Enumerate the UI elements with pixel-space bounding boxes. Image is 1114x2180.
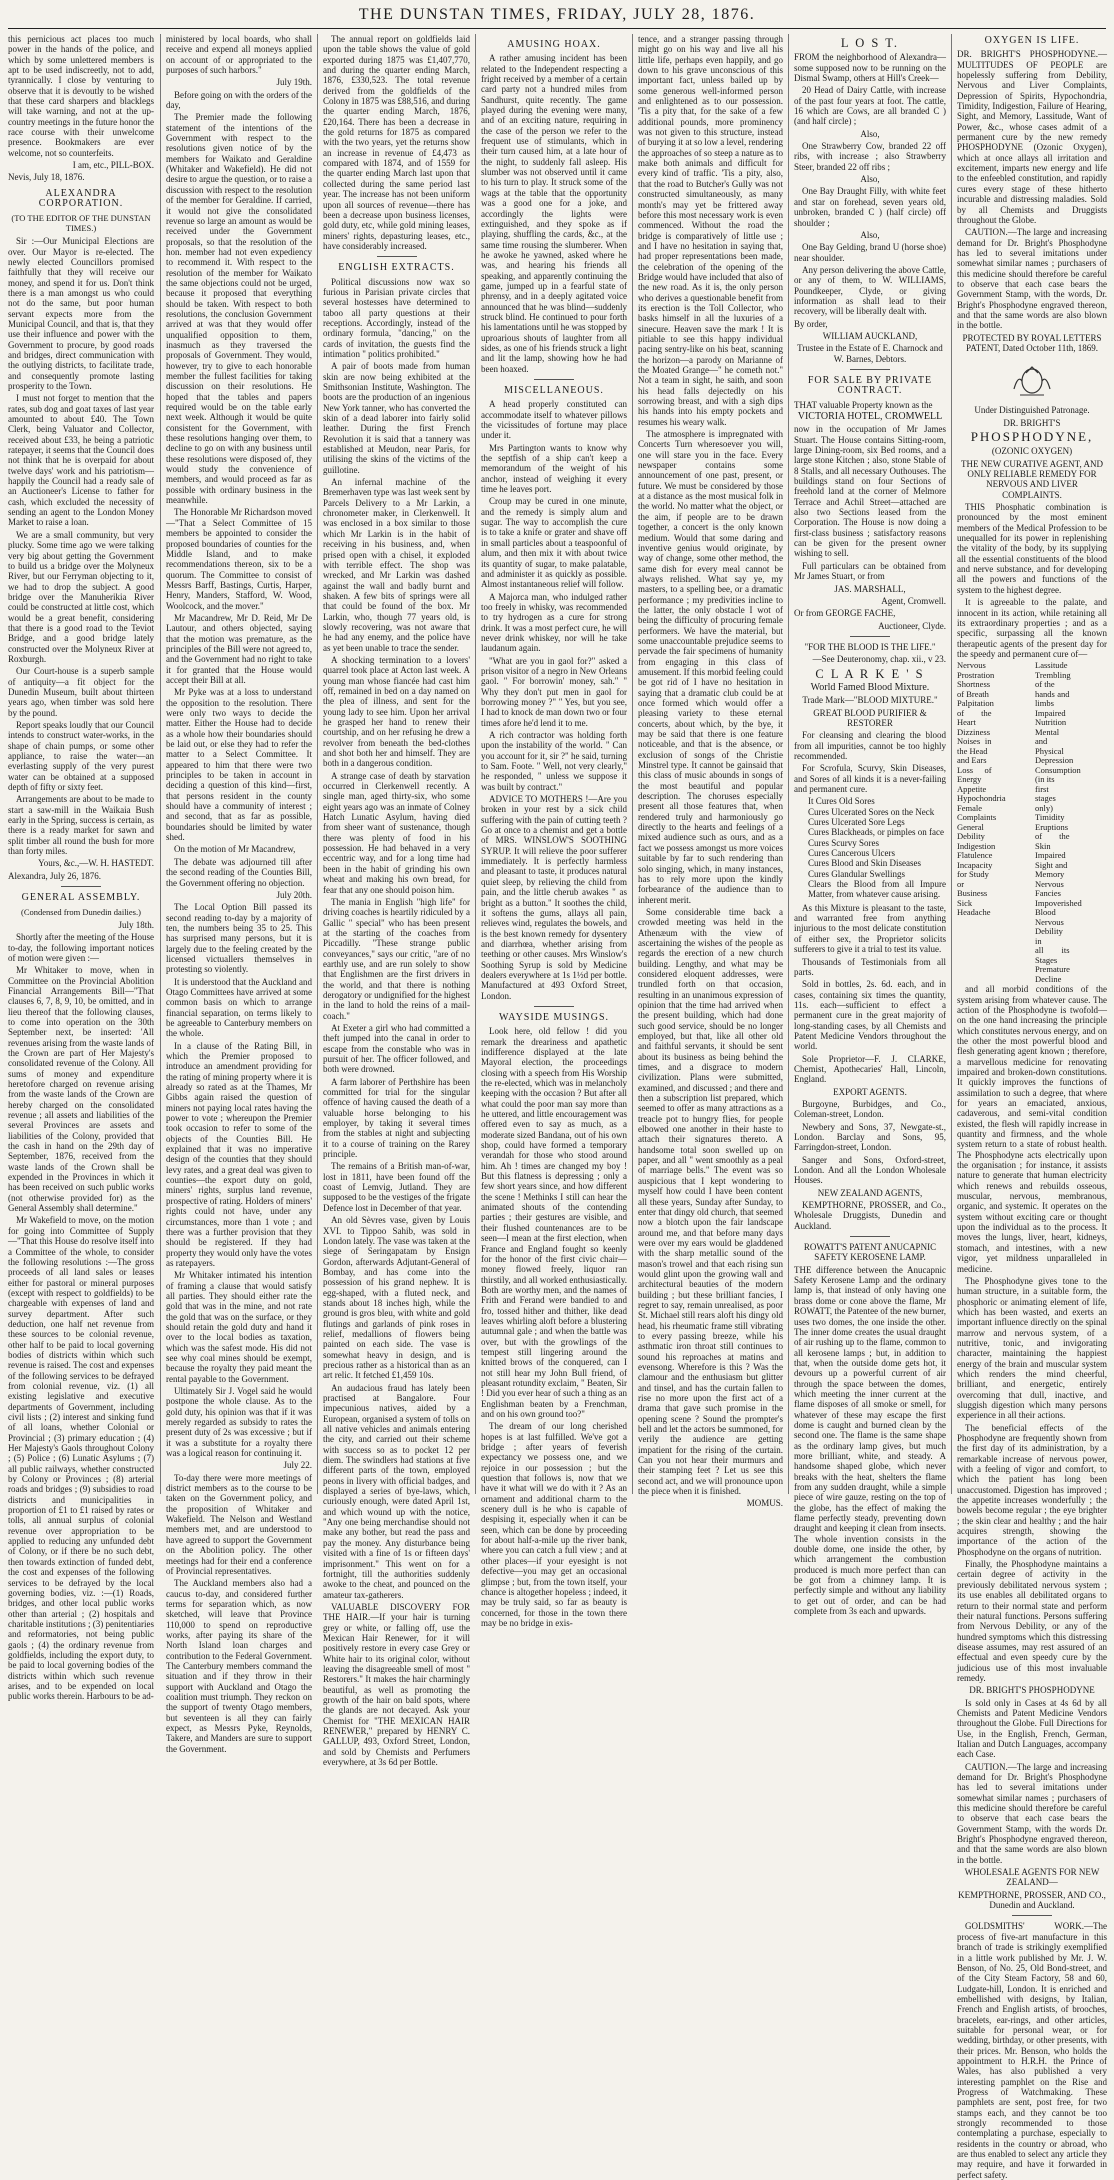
column-rule [475, 34, 476, 1494]
advert-subheading: WHOLESALE AGENTS FOR NEW ZEALAND— [964, 1867, 1100, 1888]
article-subheading: (TO THE EDITOR OF THE DUNSTAN TIMES.) [11, 212, 151, 233]
advert-also: Also, [860, 229, 880, 240]
advert-paragraph: As this Mixture is pleasant to the taste, and warranted free from anything injurious to the most delicate constitution of either sex, the Proprietor solicits sufferers to give it a trial to test its value. [794, 902, 946, 955]
section-divider [534, 1006, 574, 1007]
list-item: Nervous Debility in [1035, 916, 1064, 946]
advert-caution: CAUTION.—The large and increasing demand for Dr. Bright's Phosphodyne has led to several imitations under somewhat similar names ; purchasers of this medicine should therefore be careful to observe that each case bears the Government Stamp, with the words, Dr. Bright's Phosphodyne engraved thereon, and that the same words are also blown in the bottle. [957, 227, 1107, 331]
list-item: Clears the Blood from all Impure Matter, from whatever cause arising. [808, 879, 946, 900]
list-item: Appetite [957, 783, 987, 794]
section-divider [850, 369, 890, 370]
advert-paragraph: Sold in bottles, 2s. 6d. each, and in cases, containing six times the quantity, 11s. each—sufficient to effect a permanent cure in the great majority of long-standing cases, by all Chemists and Patent Medicine Vendors throughout the world. [794, 979, 946, 1052]
list-item: all its Stages [1035, 945, 1070, 965]
article-paragraph: Shortly after the meeting of the House to-day, the following important notices of motion were given :— [8, 932, 154, 963]
article-paragraph: In a clause of the Rating Bill, in which the Premier proposed to introduce an amendment providing for the rating of mining property where it is already so rated as at the Thames, Mr Gibbs again raised the question of miners not paying local rates having the power to vote ; whereupon the Premier took occasion to refer to some of the objects of the Counties Bill. He explained that it was no imperative design of the counties that they should levy rates, and a great deal was given to counties—the export duty on gold, miners' rights, surplus land revenue, prospective of rating. Holders of miners' rights could not have, under any circumstances, more than 1 vote ; and there was a further provision that they should be registered. If they had property they would only have the votes as ratepayers. [166, 1040, 312, 1268]
advert-name: WILLIAM AUCKLAND, [822, 330, 918, 341]
advert-paragraph: The beneficial effects of the Phosphodyne are frequently shown from the first day of its administration, by a remarkable increase of nervous power, with a feeling of vigor and comfort, to which the patient has long been unaccustomed. Digestion has improved ; the appetite increases wonderfully ; the bowels become regular ; the eye brighter ; the skin clear and healthy ; and the hair acquires strength, showing the importance of the action of the Phosphodyne on the organs of nutrition. [957, 1422, 1107, 1557]
column-6 [794, 34, 946, 1617]
article-paragraph: At Exeter a girl who had committed a theft jumped into the canal in order to escape from the constable who was in pursuit of her. The officer followed, and both were drowned. [323, 1022, 470, 1075]
article-paragraph: On the motion of Mr Macandrew, [174, 844, 296, 855]
article-paragraph: I must not forget to mention that the rates, sub dog and goat taxes of last year amounted to about £40. The Town Clerk, being Valuator and Collector, received about £33, he being a patriotic ratepayer, it seems that the Council does not think that he is overpaid for about twelve days' work and his patriotism—happily the Council had a ready sale of an Auctioneer's License to father for cash, which excluded the necessity of sending an agent to the London Money Market to raise a loan. [8, 393, 154, 528]
advert-heading: ROWATT'S PATENT ANUCAPNIC SAFETY KEROSENE LAMP. [803, 1242, 937, 1263]
advert-paragraph: and all morbid conditions of the system arising from whatever cause. The action of the Phosphodyne is twofold—on the one hand increasing the principle which constitutes nervous energy, and on the other the most powerful blood and flesh generating agent known ; therefore, a marvellous medicine for renovating impaired and broken-down constitutions. It quickly improves the functions of assimilation to such a degree, that where for years an emaciated, anxious, cadaverous, and semi-vital condition existed, the flesh will rapidly increase in quantity and firmness, and the whole system return to a state of robust health. The Phosphodyne acts electrically upon the organisation ; for instance, it assists nature to generate that human electricity which renews and rebuilds osseous, muscular, nervous, membranous, organic, and systemic. It operates on the system without exciting care or thought upon the individual as to the process. It moves the lungs, liver, heart, kidneys, stomach, and intestines, with a new vigor, yet mildness unparalleled in medicine. [957, 984, 1107, 1274]
list-item: Cures Ulcerated Sores on the Neck [808, 806, 935, 817]
column-rule [788, 34, 789, 1494]
advert-paragraph: Trustee in the Estate of E. Charnock and W. Barnes, Debtors. [797, 343, 943, 364]
article-paragraph: The Local Option Bill passed its second reading to-day by a majority of ten, the numbers being 35 to 25. This has surprised many persons, but it is largely due to the feeling created by the licensed victuallers themselves in protesting so violently. [166, 902, 312, 975]
list-item: Cures Ulcerated Sore Legs [808, 817, 905, 828]
advert-paragraph: The Phosphodyne gives tone to the human structure, in a suitable form, the phosphoric or animating element of life, which has been wasted, and exerts an important influence directly on the spinal marrow and nervous system, of a nutritive, tonic, and invigorating character, maintaining the happiest energy of the brain and muscular system which renders the mind cheerful, brilliant, and energetic, entirely overcoming that dull, inactive, and sluggish digestion which many persons experience in all their actions. [957, 1275, 1107, 1421]
article-paragraph: Mr Whitaker intimated his intention of framing a clause that would satisfy all parties. They should either rate the gold that was in the mine, and not rate the gold that was on the surface, or they should retain the gold duty and hand it over to the local bodies as taxation, which was the safest mode. His did not see why coal mines should be exempt, because the royalty they paid meant the rental payable to the Government. [166, 1270, 312, 1384]
letter-text: this pernicious act places too much power in the hands of the police, and which by some unlettered members is apt to be used indiscreetly, not to add, tyrannically. I close by venturing to observe that it is devoutly to be wished that these card sharpers and blacklegs will take warning, and not at the up-country meetings in the future honor the race course with their unwelcome presence. Bookmakers are ever welcome, not so counterfeits. [8, 34, 154, 158]
dateline: July 22. [283, 1460, 312, 1471]
list-item: Depression [1035, 755, 1074, 766]
list-item: Memory [1035, 869, 1065, 880]
article-paragraph: Sir :—Our Municipal Elections are over. Our Mayor is re-elected. The newly elected Councillors promised faithfully that they will receive our money, and spend it for us. Don't think there is a man amongst us who could not do the same, but poor human servant expects more from the Municipal Council, and that is, that they use their influence and power with the Government to procure, by good roads and bridges, direct communication with the outlying districts, to facilitate trade, and consequently promote lasting prosperity to the Town. [8, 236, 154, 391]
advert-paragraph: GOLDSMITHS' WORK.—The process of five-art manufacture in this branch of trade is strikingly exemplified in a little work published by Mr. J. W. Benson, of No. 25, Old Bond-street, and of the City Steam Factory, 58 and 60, Ludgate-hill, London. It is enriched and embellished with designs, by Italian, French and English artists, of brooches, bracelets, ear-rings, and other articles, suitable for personal wear, or for wedding, birthday, or other presents, with their prices. Mr. Benson, who holds the appointment to H.R.H. the Prince of Wales, has also published a very interesting pamphlet on the Rise and Progress of Watchmaking. These pamphlets are sent, post free, for two stamps each, and they cannot be too strongly recommended to those contemplating a purchase, especially to residents in the country or abroad, who are thus enabled to select any article they may require, and have it forwarded in perfect safety. [957, 1921, 1107, 2180]
article-paragraph: The debate was adjourned till after the second reading of the Counties Bill, the Government offering no objection. [166, 856, 312, 888]
article-paragraph: The Premier made the following statement of the intentions of the Government with respect to the resolutions given notice of by the members for Waikato and Geraldine (Whitaker and Wakefield). He did not desire to argue the question, or to raise a discussion with respect to the resolution of the member for Geraldine. If carried, it would not give the consolidated revenue so large an amount as would be received under the Government proposals, so that the resolution of the hon. member had not even expediency to recommend it. With respect to the resolution of the member for Waikato the same objections could not be urged, because it proposed that everything should be taken. With respect to both resolutions, the conclusion Government arrived at was that they would offer unqualified opposition to them, inasmuch as they traversed the proposals of Government. They would, however, try to give to each honorable member the fullest facilities for taking discussion on their resolutions. He hoped that the tables and papers required would be on the table early next week. Although it would be quite consistent for the Government, with these resolutions hanging over them, to decline to go on with any business until these resolutions were disposed of, they would study the convenience of members, and would proceed as far as possible with ordinary business in the meanwhile. [166, 112, 312, 506]
advert-patronage: Under Distinguished Patronage. [974, 405, 1090, 416]
article-heading: AMUSING HOAX. [507, 39, 601, 50]
column-4 [481, 34, 627, 1628]
article-paragraph: The atmosphere is impregnated with Concerts Turn wheresoever you will, one will stare you in the face. Every newspaper contains some announcement of one past, present, or future. We must be considered by those at a distance as the most musical folk in the world. No matter what the object, or the aim, if people are to be drawn together, a concert is the only known medium. Would that some daring and inventive genius would originate, by way of change, some other method, the same dish for every meal cannot be always relished. What say ye, my masters, to a spelling bee, or a dramatic performance ; my predivities incline to the latter, the only obstacle I wot of being the difficulty of procuring female performers. We have the material, but some unaccountable prejudice seems to pervade the fair specimens of humanity from engaging in this class of amusement. If this morbid feeling could be got rid of I have no hesitation in saying that a dramatic club could be at once formed which would offer a pleasing variety to these eternal concerts, about which, by the bye, it may be said that there is one feature noticeable, and that is the absence, or exclusion of songs of the Christie Minstrel type. It cannot be gainsaid that this class of music abounds in songs of the most beautiful and popular description. The choruses especially present all those features that, when rendered truly and harmoniously go directly to the hearts and feelings of a mixed audience such as ours, and as a fact we possess amongst us more voices suitable by far to such rendering than solo singing, which, in many instances, has to rely more upon the kindly forbearance of the audience than to inherent merit. [638, 429, 783, 905]
article-paragraph: The annual report on goldfields laid upon the table shows the value of gold exported during 1875 was £1,407,770, and during the quarter ending March, 1876, £330,523. The total revenue derived from the goldfields of the Colony in 1875 was £88,516, and during the quarter ending March, 1876, £20,164. There has been a decrease in the gold returns for 1875 as compared with the two years, yet the returns show an increase in revenue of £4,473 as compared with 1874, and of 1559 for the quarter ending March last upon that collected during the same period last year. The increase has not been uniform upon all sources of revenue—there has been a decrease upon business licenses, gold duty, etc, while gold mining leases, miners' rights, depasturing leases, etc., have considerably increased. [323, 34, 470, 251]
list-item: Impaired Nutrition [1035, 707, 1067, 728]
list-item: Loss of Energy [957, 764, 992, 785]
list-item: Mental and Physical [1035, 726, 1064, 756]
advert-paragraph: Finally, the Phosphodyne maintains a certain degree of activity in the previously debilitated nervous system ; its use enables all debilitated organs to return to their normal state and perform their natural functions. Persons suffering from Nervous Debility, or any of the hundred symptoms which this distressing disease assumes, may rest assured of an effectual and even speedy cure by the judicious use of this most invaluable remedy. [957, 1559, 1107, 1683]
letter-signature: Yours, &c.,—W. H. HASTEDT. [38, 858, 154, 869]
dateline: July 18th. [118, 919, 154, 930]
list-item: Nervous Fancies [1035, 878, 1064, 899]
list-item: Trembling of the [1035, 669, 1071, 690]
royal-arms-icon [1006, 359, 1058, 399]
advert-subheading: DR. BRIGHT'S [1003, 417, 1061, 428]
article-paragraph: A farm laborer of Perthshire has been committed for trial for the singular offence of having caused the death of a valuable horse belonging to his employer, by taking it several times from the stables at night and subjecting it to a course of training on the Rarey principle. [323, 1076, 470, 1160]
advert-paragraph: For cleansing and clearing the blood from all impurities, cannot be too highly recommended. [794, 730, 946, 761]
advert-paragraph: By order, [794, 318, 828, 329]
advert-paragraph: THAT valuable Property known as the [794, 399, 933, 410]
list-item: Consumption (in its [1035, 764, 1081, 785]
article-heading: WAYSIDE MUSINGS. [498, 1011, 610, 1023]
article-paragraph: A strange case of death by starvation occurred in Clerkenwell recently. A single man, aged thirty-six, who some eight years ago was an inmate of Colney Hatch Lunatic Asylum, having died from sheer want of sustenance, though there was plenty of food in his possession. He had behaved in a very eccentric way, and for a long time had been in the habit of grinding his own wheat and making his own bread, for fear that any one should poison him. [323, 770, 470, 895]
author-signature: MOMUS. [746, 1498, 783, 1509]
section-divider [850, 636, 890, 637]
article-paragraph: We are a small community, but very plucky. Some time ago we were talking very big about getting the Government to build us a bridge over the Molyneux River, but our Ferryman objecting to it, we had to drop the subject. A good bridge over the Manuherikia River could be constructed at little cost, which would be a great benefit, considering that there is a good road to the Teviot Bridge, and a good bridge lately constructed over the Molyneux River at Roxburgh. [8, 529, 154, 664]
article-heading: MISCELLANEOUS. [504, 385, 604, 396]
list-item: hands and limbs [1035, 688, 1070, 709]
list-item: Impaired Sight and [1035, 850, 1068, 870]
advert-subheading: EXPORT AGENTS. [833, 1086, 907, 1097]
list-item: Timidity [1035, 812, 1065, 823]
column-2 [166, 34, 312, 1754]
article-paragraph: An audacious fraud has lately been practised at Bangalore. Four impecunious natives, aided by a European, organised a system of tolls on all native vehicles and animals entering the city, and carried out their scheme with success so as to pocket 12 per diem. The swindlers had stations at five different parts of the town, employed peons in livery with official badges, and displayed a series of bye-laws, which, curiously enough, were dated April 1st, and which wound up with the notice, "Any one being merchandise should not make any bother, but read the pass and pay the money. Any disturbance being visited with a fine of 1s or fifteen days' imprisonment." This went on for a fortnight, till the authorities suddenly awoke to the cheat, and pounced on the amateur tax-gatherers. [323, 1382, 470, 1600]
advert-also: Also, [860, 174, 880, 185]
list-item: Cures Scurvy Sores [808, 837, 879, 848]
article-paragraph: Mr Pyke was at a loss to understand the opposition to the resolution. There were only two ways to decide the matter. Either the House had to decide as a whole how their boundaries should be laid out, or else they had to refer the matter to a Select Committee. It appeared to him that there were two principles to be taken in account in deciding a question of this kind—first, that persons resident in the county should have a community of interest ; and second, that as far as possible, boundaries should be limited by water shed. [166, 687, 312, 843]
advert-name: JAS. MARSHALL, [834, 583, 906, 594]
list-item: first stages only) [1035, 783, 1056, 813]
article-paragraph: Before going on with the orders of the day, [166, 89, 312, 111]
advert-paragraph: DR. BRIGHT'S PHOSPHODYNE.—MULTITUDES OF PEOPLE are hopelessly suffering from Debility, Nervous and Liver Complaints, Depression of Spirits, Hypochondria, Timidity, Indigestion, Failure of Hearing, Sight, and Memory, Lassitude, Want of Power, &c., whose cases admit of a permanent cure by the new remedy PHOSPHODYNE (Ozonic Oxygen), which at once allays all irritation and excitement, imparts new energy and life to the enfeebled constitution, and rapidly cures every stage of these hitherto incurable and distressing maladies. Sold by all Chemists and Druggists throughout the Globe. [957, 49, 1107, 225]
advert-item: One Strawberry Cow, branded 22 off ribs, with increase ; also Strawberry Steer, branded 22 off ribs ; [794, 141, 946, 172]
masthead-rule [8, 28, 1106, 29]
advert-subheading: NEW ZEALAND AGENTS, [817, 1187, 923, 1198]
list-item: Sick Headache [957, 897, 991, 918]
column-rule [951, 34, 952, 1494]
list-item: Hypochondria [957, 793, 1006, 804]
article-paragraph: A shocking termination to a lovers' quarrel took place at Acton last week. A young man whose fiancée had cast him off, remained in bed on a day named on the plea of illness, and sent for the young lady to see him. Upon her arrival he grasped her hand to renew their courtship, and on her refusing he drew a revolver from beneath the bed-clothes and shot both her and himself. They are both in a dangerous condition. [323, 654, 470, 769]
advert-paragraph: Sole Proprietor—F. J. CLARKE, Chemist, Apothecaries' Hall, Lincoln, England. [794, 1053, 946, 1085]
advert-subheading: DR. BRIGHT'S PHOSPHODYNE [969, 1685, 1095, 1696]
advert-paragraph: Newbery and Sons, 37, Newgate-st., London. Barclay and Sons, 95, Farringdon-street, London. [794, 1121, 946, 1153]
advert-subheading: (OZONIC OXYGEN) [991, 446, 1073, 457]
advert-paragraph: GREAT BLOOD PURIFIER & RESTORER [813, 707, 927, 728]
article-paragraph: An infernal machine of the Bremerhaven type was last week sent by Parcels Delivery to a Mr Larkin, a chronometer maker, in Clerkenwell. It was enclosed in a box similar to those which Mr Larkin is in the habit of receiving in his business, and, when prised open with a chisel, it exploded with terrible effect. The shop was wrecked, and Mr Larkin was dashed against the wall and badly burnt and shaken. A few bits of springs were all that could be found of the box. Mr Larkin, who, though 77 years old, is slowly recovering, was not aware that he had any enemy, and the police have as yet been unable to trace the sender. [323, 477, 470, 653]
section-divider [377, 256, 417, 257]
advert-paragraph: Trade Mark—"BLOOD MIXTURE." [802, 695, 938, 706]
section-divider [534, 379, 574, 380]
advert-caution: CAUTION.—The large and increasing demand for Dr. Bright's Phosphodyne has led to several imitations under somewhat similar names ; purchasers of this medicine should therefore be careful to observe that each case bears the Government Stamp, with the words Dr. Bright's Phosphodyne engraved thereon, and that the same words are also blown in the bottle. [957, 1761, 1107, 1865]
advert-also: Also, [860, 128, 880, 139]
article-paragraph: Mr Whitaker to move, when in Committee on the Provincial Abolition Financial Arrangements Bill—"That clauses 6, 7, 8, 9, 10, be omitted, and in lieu thereof that the following clauses, to come into operation on the 30th September next, be inserted: 'All revenues arising from the waste lands of the Crown are part of Her Majesty's consolidated revenue of the Colony. All sums of money and expenditure heretofore charged on revenue arising from the waste lands of the Crown are hereby charged on the consolidated revenue ; all assets and liabilities of the several Provinces are assets and liabilities of the Colony, provided that the cash in hand on the 29th day of September, 1876, received from the waste lands of the Crown shall be expended in the Provinces in which it has been received on such public works (not otherwise provided for) as the General Assembly shall determine." [8, 965, 154, 1214]
column-3 [323, 34, 470, 1768]
column-rule [317, 34, 318, 1494]
advert-paragraph: Thousands of Testimonials from all parts. [794, 956, 946, 977]
article-heading: GENERAL ASSEMBLY. [21, 892, 141, 904]
masthead: THE DUNSTAN TIMES, FRIDAY, JULY 28, 1876. [358, 6, 756, 23]
article-paragraph: The Auckland members also had a caucus to-day, and considered further terms for separation which, as now sketched, will leave that Province 110,000 to spend on reproductive works, after paying its share of the North Island loan charges and contribution to the Federal Government. The Canterbury members command the situation and if they throw in their support with Auckland and Otago the coalition must triumph. They reckon on the support of twenty Otago members, but seventeen is all they can fairly expect, as Messrs Pyke, Reynolds, Takere, and Manders are sure to support the Government. [166, 1578, 312, 1754]
column-rule [632, 34, 633, 1494]
list-item: Cures Cancerous Ulcers [808, 848, 895, 859]
advert-heading: FOR SALE BY PRIVATE CONTRACT. [807, 374, 933, 397]
article-paragraph: Our Court-house is a superb sample of antiquity—a fit object for the Dunedin Museum, built about thirteen years ago, when timber was sold here by the pound. [8, 666, 154, 718]
article-paragraph: A rich contractor was holding forth upon the instability of the world. " Can you account for it, sir ?" he said, turning to Sam. Foote. " Well, not very clearly," he responded, " unless we suppose it was built by contract." [481, 730, 627, 792]
advert-paragraph: Full particulars can be obtained from Mr James Stuart, or from [794, 560, 946, 582]
advert-paragraph: For Scrofula, Scurvy, Skin Diseases, and Sores of all kinds it is a never-failing and permanent cure. [794, 763, 946, 794]
list-item: Incapacity for Study [957, 859, 993, 880]
column-1 [8, 34, 154, 1702]
list-item: Indigestion [957, 840, 996, 851]
list-item: Lassitude [1035, 660, 1068, 671]
letter-date: Alexandra, July 26, 1876. [8, 870, 101, 881]
list-item: Flatulence [957, 850, 993, 861]
list-item: Cures Glandular Swellings [808, 868, 905, 879]
column-5 [638, 34, 783, 1509]
article-paragraph: tence, and a stranger passing through might go on his way and live all his little life, perhaps even happily, and go down to his grave unconscious of this important fact, unless bailed up by some generous well-informed person and enlightened as to our possession. 'Tis a pity that, for the sake of a few additional pounds, more prominency was not given to this structure, instead of burying it at so low a level, rendering the approaches of so steep a nature as to make both animals and difficult for every kind of traffic. 'Tis a pity, also, that the road to Butcher's Gully was not constructed simultaneously, as many month's may yet be frittered away before this most necessary work is even commenced. Without the road the bridge is comparatively of little use ; and I have no hesitation in saying that, had proper representations been made, the celebration of the opening of the Bridge would have included that also of the new road. As it is, the only person who derives a questionable benefit from its erection is the Toll Collector, who basks himself in all the luxuries of a sinecure. Heaven save the mark ! It is pitiable to see this happy individual pacing sentry-like on his beat, scanning the horizon—a parody on Marianne of the Moated Grange—" he cometh not." Not a team in sight, he saith, and soon his head falls dejectedly on his sorrowing breast, and with a sigh dips his hands into his empty pockets and resumes his weary walk. [638, 34, 783, 427]
advert-paragraph: Auctioneer, Clyde. [878, 620, 946, 631]
advert-paragraph: VALUABLE DISCOVERY FOR THE HAIR.—If your hair is turning grey or white, or falling off, use the Mexican Hair Renewer, for it will positively restore in every case Grey or White hair to its original color, without leaving the disagreeable smell of most " Restorers." It makes the hair charmingly beautiful, as well as promoting the growth of the hair on bald spots, where the glands are not decayed. Ask your Chemist for "THE MEXICAN HAIR RENEWER," prepared by HENRY C. GALLUP, 493, Oxford Street, London, and sold by Chemists and Perfumers everywhere, at 3s 6d per Bottle. [323, 1601, 470, 1768]
article-paragraph: Arrangements are about to be made to start a saw-mill in the Waikaia Bush early in the Spring, success is certain, as there is a ready market for sawn and split timber all round the bush for more than forty miles. [8, 794, 154, 857]
advert-paragraph: Is sold only in Cases at 4s 6d by all Chemists and Patent Medicine Vendors throughout the Globe. Full Directions for Use, in the English, French, German, Italian and Dutch Languages, accompany each Case. [957, 1697, 1107, 1760]
article-paragraph: The Honorable Mr Richardson moved—"That a Select Committee of 15 members be appointed to consider the proposed boundaries of counties for the Middle Island, and to make recommendations thereon, six to be a quorum. The Committee to consist of Messrs Barff, Bastings, Curtis, Harper, Henry, Manders, Stafford, W. Wood, Woolcock, and the mover." [166, 507, 312, 611]
advert-paragraph: Sanger and Sons, Oxford-street, London. And all the London Wholesale Houses. [794, 1154, 946, 1186]
advert-heading: OXYGEN IS LIFE. [984, 35, 1080, 46]
cures-column-right [1035, 661, 1107, 984]
article-paragraph: It is understood that the Auckland and Otago Committees have arrived at some common basis on which to arrange financial separation, on terms likely to be agreeable to Canterbury members on the whole. [166, 976, 312, 1039]
section-divider [61, 886, 101, 887]
article-paragraph: Mr Macandrew, Mr D. Reid, Mr De Lautour, and others objected, saying that the motion was premature, as the principles of the Bill were not agreed to, and the Government had no right to take it for granted that the House would accept their Bill at all. [166, 612, 312, 685]
article-paragraph: A rather amusing incident has been related to the Independent respecting a fright received by a member of a certain card party not a hundred miles from Sandhurst, quite recently. The game played during the evening were many, and of an exciting nature, requiring in the case of the person we refer to the frequent use of stimulants, which in their turn caused him, at a late hour of the night, to suddenly fall asleep. His slumber was not observed until it came to his turn to play. It struck some of the wags at the table that the opportunity was a good one for a joke, and accordingly the lights were extinguished, and they spoke as if playing, shuffling the cards, &c., at the same time rousing the slumberer. When he awoke he yawned, asked where he was, and hearing his friends all speaking, and apparently continuing the game, jumped up in a fearful state of phrensy, and in a deeply agitated voice announced that he was blind—suddenly struck blind. He continued to pour forth his lamentations until he was stopped by uproarious shouts of laughter from all sides, as one of his friends struck a light and lit the lamp, showing how he had been hoaxed. [481, 53, 627, 374]
list-item: Dizziness [957, 726, 991, 737]
list-item: or Business [957, 878, 988, 899]
cures-list [808, 796, 946, 899]
list-item: Eruptions of the Skin [1035, 821, 1070, 851]
list-item: Premature Decline [1035, 964, 1070, 984]
list-item: Cures Blackheads, or pimples on face [808, 827, 944, 838]
article-paragraph: The mania in English "high life" for driving coaches is heartily ridiculed by a Gallic " special" who has been present at the starting of the coaches from Piccadilly. "These strange public conveyances," says our critic, "are of no earthly use, and are run solely to show that Englishmen are the first drivers in the world, and that there is nothing derogatory or undignified for the highest in the land to hold the reins of a mail-coach." [323, 896, 470, 1021]
article-paragraph: Mrs Partington wants to know why the septfish of a ship can't keep a memorandum of the weight of his anchor, instead of weighing it every time he leaves port. [481, 442, 627, 495]
advert-paragraph: THIS Phosphatic combination is pronounced by the most eminent members of the Medical Profession to be unequalled for its power in replenishing the vitality of the body, by its supplying all the essential constituents of the blood and nerve substance, and for developing all the powers and functions of the system to the highest degree. [957, 502, 1107, 595]
article-paragraph: A Majorca man, who indulged rather too freely in whisky, was recommended to try hydrogen as a cure for strong drink. It was a most perfect cure, he will never drink whiskey, nor will he take laudanum again. [481, 591, 627, 654]
article-paragraph: Ultimately Sir J. Vogel said he would postpone the whole clause. As to the gold duty, his opinion was that if it was merely regarded as subsidy to rates the present duty of 2s was excessive ; but if it was a substitute for a royalty there was a logical reason for continuing it. [166, 1386, 312, 1459]
advert-paragraph: Any person delivering the above Cattle, or any of them, to W. WILLIAMS, Poundkeeper, Clyde, or giving information as shall lead to their recovery, will be liberally dealt with. [794, 264, 946, 317]
column-7 [957, 34, 1107, 2180]
cures-column-left [957, 661, 1029, 984]
article-paragraph: The dream of our long cherished hopes is at last fulfilled. We've got a bridge ; after years of feverish expectancy we possess one, and we rejoice in our possession ; but the question that follows is, now that we have it what will we do with it ? As an ornament and additional charm to the scenery dull is he who is capable of despising it, especially when it can be seen, which can be done by proceeding for about half-a-mile up the river bank, where you can catch a full view ; and at other places—if your eyesight is not defective—you may get an occasional glimpse ; but, from the town itself, your chance is altogether hopeless ; indeed, it may be truly said, so far as beauty is concerned, for those in the town there may be no bridge in exis- [481, 1421, 627, 1628]
advert-tagline: THE NEW CURATIVE AGENT, AND ONLY RELIABLE REMEDY FOR NERVOUS AND LIVER COMPLAINTS. [961, 458, 1103, 500]
article-paragraph: The remains of a British man-of-war, lost in 1811, have been found off the coast of Lemvig, Jutland. They are supposed to be the vestiges of the frigate Defence lost in December of that year. [323, 1161, 470, 1213]
list-item: Shortness of Breath [957, 679, 991, 699]
list-item: General Debility [957, 821, 985, 842]
list-item: Impoverished Blood [1035, 897, 1082, 918]
list-item: Nervous Prostration [957, 660, 995, 680]
advert-paragraph: Burgoyne, Burbidges, and Co., Coleman-street, London. [794, 1098, 946, 1120]
dateline: July 20th. [276, 889, 312, 900]
article-paragraph: To-day there were more meetings of district members as to the course to be taken on the Government policy, and the proposition of Whitaker and Wakefield. The Nelson and Westland members met, and are understood to have agreed to support the Government on the Abolition policy. The other meetings had for their end a conference of Provincial representatives. [166, 1472, 312, 1576]
advert-hotel: VICTORIA HOTEL, CROMWELL [797, 411, 943, 422]
list-item: and Ears [957, 755, 987, 766]
advert-item: One Bay Draught Filly, with white feet and star on forehead, seven years old, unbroken, branded C ) (half circle) off shoulder ; [794, 186, 946, 228]
article-paragraph: Croup may be cured in one minute, and the remedy is simply alum and sugar. The way to accomplish the cure is to take a knife or grater and shave off in small particles about a teaspoonful of alum, and then mix it with about twice its quantity of sugar, to make palatable, and administer it as quickly as possible. Almost instantaneous relief will follow. [481, 496, 627, 590]
list-item: Cures Blood and Skin Diseases [808, 858, 921, 869]
list-item: Female Complaints [957, 802, 997, 823]
article-paragraph: A pair of boots made from human skin are now being exhibited at the Smithsonian Institute, Washington. The boots are the production of an ingenious New York tanner, who has converted the skin of a dead laborer into fairly solid leather. During the first French Revolution it is said that a tannery was established at Meudon, near Paris, for utilising the skins of the victims of the guillotine. [323, 361, 470, 475]
article-paragraph: ministered by local boards, who shall receive and expend all moneys applied on account of or appropriated to the purposes of such harbors." [166, 34, 312, 76]
cures-table [957, 661, 1107, 984]
advert-paragraph: FROM the neighborhood of Alexandra—some supposed now to be running on the Dismal Swamp, others at Hill's Creek— [794, 52, 946, 84]
advert-heading: C L A R K E ' S [815, 666, 925, 681]
list-item: Noises in the Head [957, 736, 992, 756]
article-heading: ALEXANDRA CORPORATION. [38, 187, 124, 210]
section-divider [1012, 1915, 1052, 1916]
advert-agents: KEMPTHORNE, PROSSER, AND CO., Dunedin and Auckland. [958, 1889, 1106, 1911]
letter-signature: I am, etc., PILL-BOX. [72, 160, 154, 171]
article-paragraph: An old Sèvres vase, given by Louis XVI. to Tippoo Sahib, was sold in London lately. The vase was taken at the siege of Seringapatam by Ensign Gordon, afterwards Adjutant-General of Bombay, and has come into the possession of his grand nephew. It is egg-shaped, with a fluted neck, and stands about 18 inches high, while the ground is gros bleu, with white and gold flutings and garlands of pink roses in relief, medallions of flowers being painted on each side. The vase is somewhat heavy in design, and is precious rather as a historical than as an art relic. It fetched £1,459 10s. [323, 1215, 470, 1381]
advert-item: 20 Head of Dairy Cattle, with increase of the past four years at foot. The cattle, 16 which are Cows, are all branded C ) (and half circle) ; [794, 85, 946, 127]
list-item: Palpitation of the Heart [957, 698, 994, 728]
article-paragraph: Political discussions now wax so furious in Parisian private circles that several hostesses have determined to taboo all party questions at their receptions. Accordingly, instead of the ordinary formula, "dancing," on the cards of invitation, the guests find the intimation " politics prohibited." [323, 276, 470, 359]
advert-item: One Bay Gelding, brand U (horse shoe) near shoulder. [794, 242, 946, 263]
article-paragraph: Report speaks loudly that our Council intends to construct water-works, in the shape of chain pumps, or some other appliance, to raise the water—an everlasting supply of the very purest water can be obtained at a supposed depth of fifty or sixty feet. [8, 720, 154, 793]
advert-paragraph: now in the occupation of Mr James Stuart. The House contains Sitting-room, large Dining-room, six Bed rooms, and a large stone Kitchen ; also, stone Stable of 8 Stalls, and all necessary Outhouses. The buildings stand on four Sections of freehold land at the corner of Melmore Terrace and Achil Street—attached are also two Sections leased from the Corporation. The House is now doing a first-class business ; satisfactory reasons can be given for the present owner wishing to sell. [794, 424, 946, 559]
advert-paragraph: Agent, Cromwell. [881, 595, 946, 606]
advert-paragraph: KEMPTHORNE, PROSSER, and Co., Wholesale Druggists, Dunedin and Auckland. [794, 1200, 946, 1231]
advert-paragraph: It is agreeable to the palate, and innocent in its action, while retaining all its extraordinary properties ; and as a specific, surpassing all the known therapeutic agents of the present day for the speedy and permanent cure of— [957, 597, 1107, 659]
column-rule [160, 34, 161, 1494]
article-paragraph: A head properly constituted can accommodate itself to whatever pillows the vicissitudes of fortune may place under it. [481, 399, 627, 441]
advert-heading: L O S T. [840, 36, 900, 50]
article-subheading: (Condensed from Dunedin dailies.) [21, 906, 141, 917]
advert-paragraph: THE difference between the Anucapnic Safety Kerosene Lamp and the ordinary lamp is, that instead of only having one brass dome or cone above the flame, Mr ROWATT, the Patentee of the new burner, uses two domes, the one inside the other. The inner dome creates the usual draught of air rushing up to the flame, common to all kerosene lamps ; but, in addition to that, when the outside dome gets hot, it devours up a powerful current of air through the space between the domes, which meeting the inner current at the flame disposes of all smoke or smell, for whatever of these may escape the first dome is caught and burned clean by the second one. The flame is the same shape as the ordinary lamp gives, but much more brilliant, white, and steady. A handsome shaped globe, which never breaks with the heat, shelters the flame from any sudden draught, while a simple piece of wire gauze, resting on the top of the globe, has the effect of making the flame perfectly steady, preventing down draught and keeping it clean from insects. The whole invention consists in the double dome, one inside the other, by which arrangement the combustion produced is much more perfect than can be got from a chimney lamp. It is perfectly simple and without any liability to get out of order, and can be had complete from 3s each and upwards. [794, 1264, 946, 1617]
advert-paragraph: —See Deuteronomy, chap. xii., v 23. [812, 654, 946, 665]
dateline: July 19th. [276, 77, 312, 88]
letter-date: Nevis, July 18, 1876. [8, 172, 85, 183]
advert-paragraph: ADVICE TO MOTHERS !—Are you broken in your rest by a sick child suffering with the pain of cutting teeth ? Go at once to a chemist and get a bottle of MRS. WINSLOW'S SOOTHING SYRUP. It will relieve the poor sufferer immediately. It is perfectly harmless and pleasant to taste, it produces natural quiet sleep, by relieving the child from pain, and the little cherub awakes " as bright as a button." It soothes the child, it softens the gums, allays all pain, relieves wind, regulates the bowels, and is the best known remedy for dysentery and diarrhœa, whether arising from teething or other causes. Mrs Winslow's Soothing Syrup is sold by Medicine dealers everywhere at 1s 1½d per bottle. Manufactured at 493 Oxford Street, London. [481, 794, 627, 1001]
advert-paragraph: Or from GEORGE FACHE, [794, 608, 896, 619]
advert-quote: "FOR THE BLOOD IS THE LIFE." [804, 641, 936, 652]
list-item: It Cures Old Sores [808, 796, 875, 807]
article-heading: ENGLISH EXTRACTS. [338, 262, 455, 274]
section-divider [850, 1236, 890, 1237]
advert-title: World Famed Blood Mixture. [810, 681, 930, 693]
article-paragraph: "What are you in gaol for?" asked a prison visitor of a negro in New Orleans gaol. " For borrowin' money, sah." " Why they don't put men in gaol for borrowing money ?" " Yes, but you see, I had to knock de man down two or four times afore he'd lend it to me. [481, 655, 627, 728]
article-paragraph: Look here, old fellow ! did you remark the dreariness and apathetic indifference displayed at the late Mayoral election, the proceedings closing with a speech from His Worship the re-elected, which was in melancholy keeping with the occasion ? But after all what could the poor man say more than he uttered, and little encouragement was offered even to say as much, as a moderate sized Bandana, out of his own shop, could have formed a temporary verandah for those who stood around him. Ah ! times are changed my boy ! But this flatness is depressing ; only a few short years since, and how different the scene ! Methinks I still can hear the animated shouts of the contending parties ; their gestures are visible, and their flushed countenances are to be seen—I mean at the first election, when France and England fought so keenly for the honor of the first civic chair—money flowed freely, liquor ran thirstily, and all worked enthusiastically. Both are worthy men, and the names of Frith and Ferand were bandied to and fro, tossed hither and thither, like dead leaves whirling aloft before a blustering autumnal gale ; and when the battle was over, but with the growlings of the tempest still lingering around the knitted brows of the conquered, can I not still hear my John Bull friend, of pleasant rotundity exclaim, " Beaten, Sir ! Did you ever hear of such a thing as an Englishman beaten by a Frenchman, and on his own ground too?" [481, 1026, 627, 1419]
article-paragraph: Mr Wakefield to move, on the motion for going into Committee of Supply—"That this House do resolve itself into a Committee of the whole, to consider the following resolutions :—The gross proceeds of all land sales or leases either for pastoral or mineral purposes (except with respect to goldfields) to be chargeable with expenses of land and survey department. After such deduction, one half net revenue from these sources to be colonial revenue, other half to be paid to local governing bodies of districts within which such revenue is raised. The cost and expenses of the following services to be defrayed from colonial revenue, viz. (1) all existing legislative and executive departments of Government, including civil lists ; (2) interest and sinking fund of all loans, whether Colonial or Provincial ; (3) primary education ; (4) Her Majesty's Gaols throughout Colony ; (5) Police ; (6) Lunatic Asylums ; (7) all public railways, whether constructed by Colony or Provinces ; (8) arterial roads and bridges ; (9) subsidies to road districts and municipalities in proportion of £1 to £1 raised by rates or tolls, all annual surplus of colonial revenue over appropriation to be applied to reducing any unfunded debt of Colony, or if there be no such debt, then towards extinction of funded debt, the cost and expenses of the following services to be defrayed by the local governing bodies, viz. :—(1) Roads, bridges, and other local public works other than arterial ; (2) hospitals and charitable institutions ; (3) penitentiaries and reformatories, not being public gaols ; (4) the ordinary revenue from goldfields, including the export duty, to be paid to local governing bodies of the districts within which such revenue arises, and to be expended on local public works therein. Harbours to be ad- [8, 1215, 154, 1702]
advert-patent: PROTECTED BY ROYAL LETTERS PATENT, Dated October 11th, 1869. [962, 332, 1102, 353]
advert-heading: PHOSPHODYNE, [970, 429, 1094, 444]
article-paragraph: Some considerable time back a crowded meeting was held in the Athenæum with the view of ascertaining the wishes of the people as regards the erection of a new church building. Lengthy, and what may be considered eloquent addresses, were trundled forth on that occasion, resulting in an unanimous expression of opinion that the time had arrived when the present building, which had done such good service, should be no longer employed, but that, like all other old and faithful servants, it should be sent about its business as being behind the times, and a disgrace to modern civilization. Plans were submitted, examined, and discussed ; and there and then a subscription list prepared, which seemed to offer as many attractions as a treacle pot to hungry flies, for people elbowed one another in their haste to attach their signatures thereto. A handsome total soon swelled up on paper, and all " went smoothly as a peal of marriage bells." The event was so auspicious that I kept wondering to myself how could I have been content all these years, Sunday after Sunday, to enter that dingy old church, that seemed now a blotch upon the fair landscape around me, and that before many days were over my ears would be gladdened with the sharp metallic sound of the mason's trowel and that each rising sun would glint upon the growing wall and architectural beauties of the modern building ; but these brilliant fancies, I regret to say, remain unrealised, as poor St. Michael still rears aloft his dingy old head, his rheumatic frame still vibrating to every passing breeze, while his asthmatic iron throat still continues to sound his reproaches at matins and evensong. Wherefore is this ? Was the clamour and the enthusiasm but glitter and tinsel, and has the curtain fallen to rise no more upon the first act of a drama that gave such promise in the opening scene ? Sound the prompter's bell and let the actors be summoned, for verily the audience are getting impatient for the rising of the curtain. Can you not hear their murmurs and their stamping feet ? Let us see this second act, and we will pronounce upon the piece when it is finished. [638, 906, 783, 1497]
